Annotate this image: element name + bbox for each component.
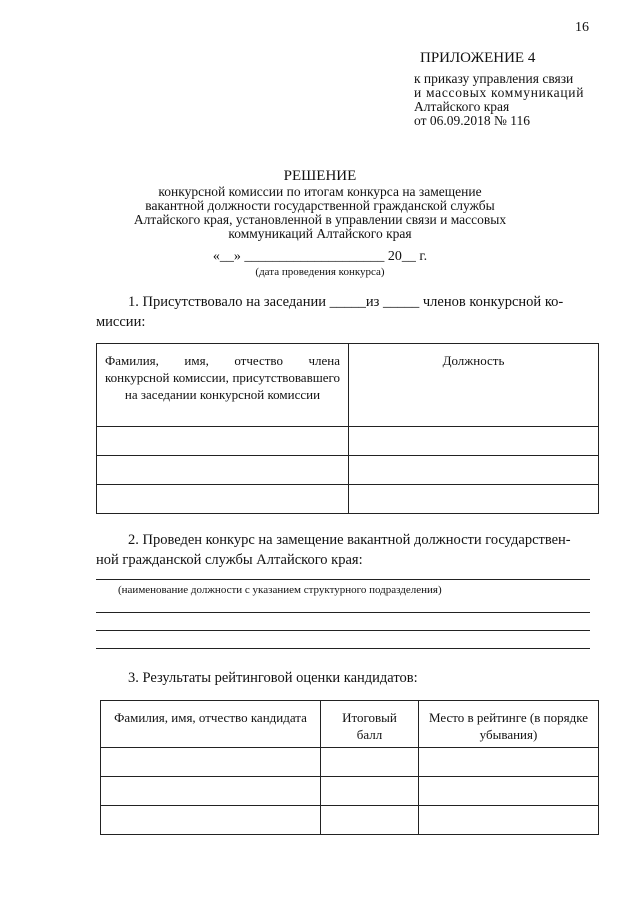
date-line: «__» ____________________ 20__ г. (212, 249, 428, 264)
table-cell[interactable] (101, 748, 321, 777)
table-cell[interactable] (321, 777, 419, 806)
table-row (97, 427, 599, 456)
rating-results-table (100, 700, 599, 835)
section-1-text (96, 292, 600, 332)
position-name-hint: (наименование должности с указанием структурного подразделения) (118, 584, 442, 596)
table-row (101, 806, 599, 835)
appendix-line: Алтайского края (414, 99, 510, 114)
table-header-row (101, 701, 599, 748)
decision-subtitle-line: конкурсной комиссии по итогам конкурса на замещение (158, 184, 482, 199)
section-1-line: 1. Присутствовало на заседании _____из _____ членов конкурсной ко- (128, 294, 564, 310)
table-cell[interactable] (349, 427, 599, 456)
decision-title: РЕШЕНИЕ (283, 168, 357, 184)
column-header-candidate-name: Фамилия, имя, отчество кандидата (101, 701, 321, 748)
blank-line[interactable] (96, 648, 590, 649)
commission-members-table (96, 343, 599, 514)
blank-line[interactable] (96, 630, 590, 631)
section-3-line: 3. Результаты рейтинговой оценки кандидатов: (128, 670, 418, 686)
date-hint: (дата проведения конкурса) (255, 266, 385, 278)
table-cell[interactable] (97, 456, 349, 485)
table-row (101, 777, 599, 806)
table-header-row (97, 344, 599, 427)
appendix-line: к приказу управления связи (414, 71, 574, 86)
appendix-reference (414, 72, 584, 128)
table-row (101, 748, 599, 777)
section-3-text (96, 668, 600, 688)
table-cell[interactable] (349, 485, 599, 514)
column-header-position: Должность (349, 344, 599, 427)
table-cell[interactable] (97, 427, 349, 456)
table-cell[interactable] (419, 748, 599, 777)
table-cell[interactable] (101, 777, 321, 806)
blank-line[interactable] (96, 612, 590, 613)
column-header-rating-place: Место в рейтинге (в порядке убывания) (419, 701, 599, 748)
appendix-title: ПРИЛОЖЕНИЕ 4 (420, 50, 536, 66)
table-cell[interactable] (349, 456, 599, 485)
decision-subtitle-line: коммуникаций Алтайского края (228, 226, 412, 241)
table-cell[interactable] (321, 806, 419, 835)
appendix-line: от 06.09.2018 № 116 (414, 113, 530, 128)
section-2-line: ной гражданской службы Алтайского края: (96, 552, 363, 568)
table-cell[interactable] (101, 806, 321, 835)
table-cell[interactable] (419, 806, 599, 835)
column-header-member-name: Фамилия, имя, отчество члена конкурсной комиссии, присутствовавшего на заседании конкурсной комиссии (97, 344, 349, 427)
table-row (97, 456, 599, 485)
decision-subtitle (40, 185, 600, 241)
section-2-text (96, 530, 600, 570)
appendix-line: и массовых коммуникаций (414, 85, 585, 100)
page-number: 16 (575, 20, 589, 35)
decision-subtitle-line: вакантной должности государственной гражданской службы (145, 198, 495, 213)
decision-subtitle-line: Алтайского края, установленной в управлении связи и массовых (133, 212, 507, 227)
section-1-line: миссии: (96, 314, 146, 330)
section-2-line: 2. Проведен конкурс на замещение вакантной должности государствен- (128, 532, 571, 548)
column-header-total-score: Итоговый балл (321, 701, 419, 748)
table-cell[interactable] (97, 485, 349, 514)
table-row (97, 485, 599, 514)
table-cell[interactable] (419, 777, 599, 806)
table-cell[interactable] (321, 748, 419, 777)
position-name-line[interactable] (96, 579, 590, 580)
